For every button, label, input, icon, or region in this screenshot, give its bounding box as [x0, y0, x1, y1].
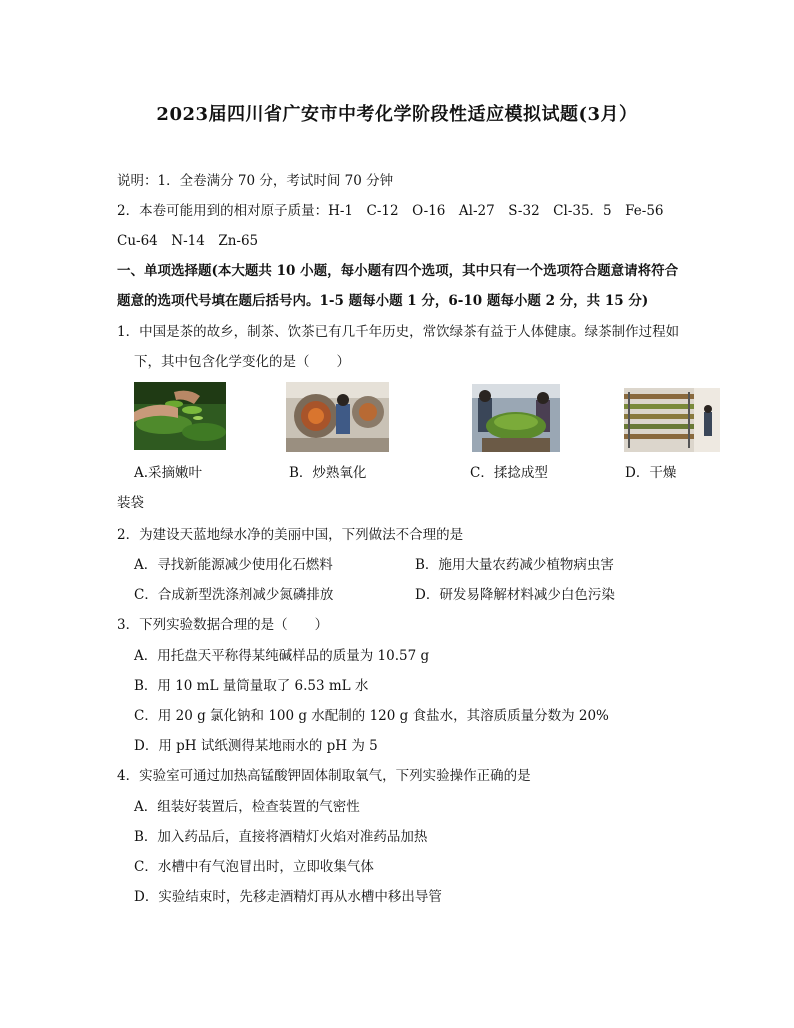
section-heading-cont: 题意的选项代号填在题后括号内。1-5 题每小题 1 分，6-10 题每小题 2 分，共 15 分): [117, 293, 649, 309]
instructions-line: 说明：1．全卷满分 70 分，考试时间 70 分钟: [117, 173, 394, 189]
q2-option-d[interactable]: D．研发易降解材料减少白色污染: [415, 587, 615, 603]
tea-picking-photo: [134, 382, 226, 450]
page-title: 2023届四川省广安市中考化学阶段性适应模拟试题(3月）: [156, 104, 638, 125]
q1-option-b[interactable]: B．炒熟氧化: [289, 465, 367, 481]
q4-option-a[interactable]: A．组装好装置后，检查装置的气密性: [134, 799, 360, 815]
section-heading: 一、单项选择题(本大题共 10 小题，每小题有四个选项，其中只有一个选项符合题意请将符合: [117, 263, 679, 279]
question-4-stem: 4．实验室可通过加热高锰酸钾固体制取氧气，下列实验操作正确的是: [117, 768, 531, 784]
q2-option-a[interactable]: A．寻找新能源减少使用化石燃料: [134, 557, 333, 573]
tea-roasting-photo: [286, 382, 389, 452]
atomic-mass-line: 2．本卷可能用到的相对原子质量：H-1 C-12 O-16 Al-27 S-32 Cl-35．5 Fe-56: [117, 203, 664, 219]
q1-option-d[interactable]: D．干燥: [625, 465, 677, 481]
q2-option-b[interactable]: B．施用大量农药减少植物病虫害: [415, 557, 614, 573]
question-2-stem: 2．为建设天蓝地绿水净的美丽中国，下列做法不合理的是: [117, 527, 464, 543]
tea-drying-photo: [624, 388, 720, 452]
atomic-mass-line-cont: Cu-64 N-14 Zn-65: [117, 233, 259, 249]
q4-option-c[interactable]: C．水槽中有气泡冒出时，立即收集气体: [134, 859, 374, 875]
q3-option-d[interactable]: D．用 pH 试纸测得某地雨水的 pH 为 5: [134, 738, 378, 754]
q3-option-b[interactable]: B．用 10 mL 量筒量取了 6.53 mL 水: [134, 678, 369, 694]
tea-rolling-photo: [472, 384, 560, 452]
question-1-stem: 1．中国是茶的故乡，制茶、饮茶已有几千年历史，常饮绿茶有益于人体健康。绿茶制作过程如: [117, 324, 680, 340]
q3-option-c[interactable]: C．用 20 g 氯化钠和 100 g 水配制的 120 g 食盐水，其溶质质量分数为 20%: [134, 708, 609, 724]
q4-option-b[interactable]: B．加入药品后，直接将酒精灯火焰对准药品加热: [134, 829, 428, 845]
q4-option-d[interactable]: D．实验结束时，先移走酒精灯再从水槽中移出导管: [134, 889, 442, 905]
q1-option-a[interactable]: A.采摘嫩叶: [134, 465, 203, 481]
question-1-stem-cont: 下，其中包含化学变化的是（ ）: [134, 354, 350, 370]
question-3-stem: 3．下列实验数据合理的是（ ）: [117, 617, 329, 633]
q1-option-c[interactable]: C．揉捻成型: [470, 465, 548, 481]
q1-option-d-cont: 装袋: [117, 495, 144, 511]
q3-option-a[interactable]: A．用托盘天平称得某纯碱样品的质量为 10.57 g: [134, 648, 430, 664]
q2-option-c[interactable]: C．合成新型洗涤剂减少氮磷排放: [134, 587, 334, 603]
